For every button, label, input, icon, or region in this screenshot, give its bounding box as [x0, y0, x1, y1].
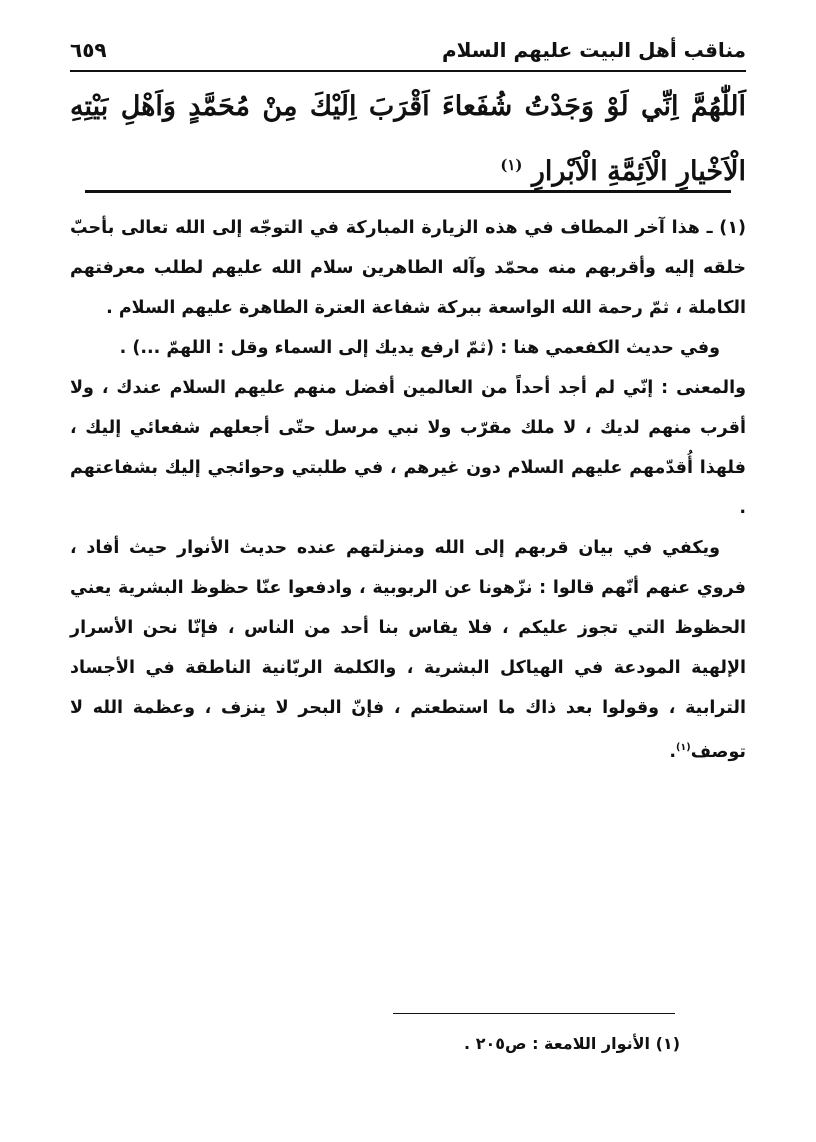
- header-divider: [70, 70, 746, 72]
- prayer-text: [70, 78, 746, 201]
- prayer-body: اَللّٰهُمَّ اِنِّي لَوْ وَجَدْتُ شُفَعاءَ اَقْرَبَ اِلَيْكَ مِنْ مُحَمَّدٍ وَاَهْلِ بَيْتِهِ الْاَخْيارِ الْاَئِمَّةِ الْاَبْرارِ: [70, 91, 746, 187]
- commentary-block: [70, 208, 746, 772]
- commentary-footnote-marker: (١): [676, 742, 691, 753]
- page-header: [70, 30, 746, 70]
- commentary-paragraph-3: والمعنى : إنّي لم أجد أحداً من العالمين أفضل منهم عليهم السلام عندك ، ولا أقرب منهم لديك ، لا ملك مقرّب ولا نبي مرسل حتّى أجعلهم شفعائي إليك ، فلهذا أُقدّمهم عليهم السلام دون غيرهم ، في طلبتي وحوائجي إليك بشفاعتهم .: [70, 378, 746, 518]
- commentary-paragraph-2: وفي حديث الكفعمي هنا : (ثمّ ارفع يديك إلى السماء وقل : اللهمّ ...) .: [119, 338, 720, 358]
- commentary-paragraph-1: (١) ـ هذا آخر المطاف في هذه الزيارة المباركة في التوجّه إلى الله تعالى بأحبّ خلقه إليه وأقربهم منه محمّد وآله الطاهرين سلام الله عليهم لطلب معرفتهم الكاملة ، ثمّ رحمة الله الواسعة ببركة شفاعة العترة الطاهرة عليهم السلام .: [70, 218, 746, 318]
- commentary-paragraph-4-body: ويكفي في بيان قربهم إلى الله ومنزلتهم عنده حديث الأنوار حيث أفاد ، فروي عنهم أنّهم قالوا : نزّهونا عن الربوبية ، وادفعوا عنّا حظوظ البشرية يعني الحظوظ التي تجوز عليكم ، فلا يقاس بنا أحد من الناس ، فإنّا نحن الأسرار الإلهية المودعة في الهياكل البشرية ، والكلمة الربّانية الناطقة في الأجساد الترابية ، وقولوا بعد ذاك ما استطعتم ، فإنّ البحر لا ينزف ، وعظمة الله لا توصف: [70, 538, 746, 762]
- footnote: (١) الأنوار اللامعة : ص٢٠٥ .: [464, 1034, 680, 1053]
- commentary-paragraph-4-end: .: [669, 741, 677, 762]
- prayer-footnote-marker: (١): [500, 156, 523, 174]
- footnote-divider: [393, 1013, 675, 1014]
- page-number: ٦٥٩: [70, 38, 107, 62]
- running-title: مناقب أهل البيت عليهم السلام: [441, 38, 746, 62]
- section-divider: [85, 190, 731, 193]
- commentary-paragraph-4: [70, 528, 746, 772]
